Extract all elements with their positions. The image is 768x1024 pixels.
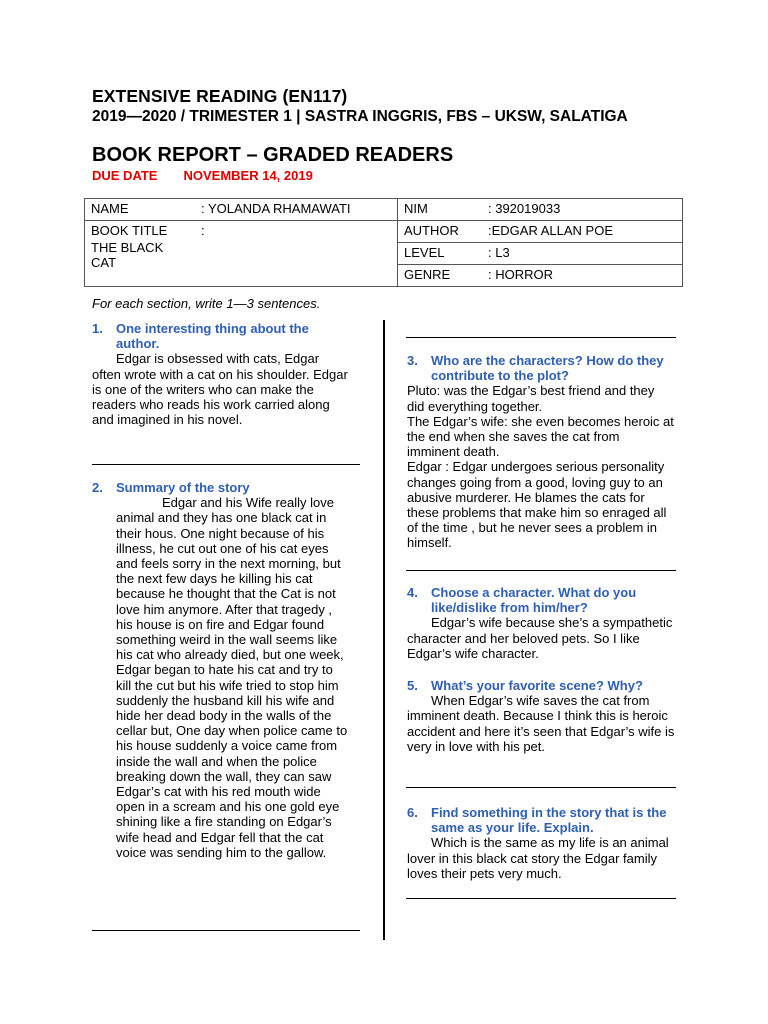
section-1-title: One interesting thing about the author. — [116, 321, 309, 352]
section-1 — [92, 321, 348, 427]
section-4-number: 4. — [407, 585, 418, 600]
section-1-answer: Edgar is obsessed with cats, Edgar often wrote with a cat on his shoulder. Edgar is one of the writers who can make the readers who reads his work carried along and imagined in his novel. — [92, 351, 348, 428]
genre-label: GENRE — [398, 265, 483, 287]
student-info-table — [84, 198, 683, 287]
section-3-answer-wife: The Edgar’s wife: she even becomes heroic at the end when she saves the cat from imminent death. — [407, 413, 674, 460]
section-3 — [407, 353, 675, 551]
genre-value: : HORROR — [482, 265, 683, 287]
section-1-number: 1. — [92, 321, 103, 336]
section-5-answer: When Edgar’s wife saves the cat from imminent death. Because I think this is heroic accident and here it’s seen that Edgar’s wife is very in love with his pet. — [407, 693, 675, 754]
section-2-answer: Edgar and his Wife really love animal and they has one black cat in their hous. One night because of his illness, he cut out one of his cat eyes and feels sorry in the next morning, but the next few days he killing his cat because he thought that the Cat is not love him anymore. After that tragedy , his house is on fire and Edgar found something weird in the wall seems like his cat who already died, but one week, Edgar began to hate his cat and try to kill the cut but his wife tried to stop him suddenly the husband kill his wife and hide her dead body in the walls of the cellar but, One day when police came to his house suddenly a voice came from inside the wall and when the police breaking down the wall, they can saw Edgar’s cat with his red mouth wide open in a scream and his one gold eye shining like a fire standing on Edgar’s wife head and Edgar fell that the cat voice was sending him to the gallow. — [116, 495, 348, 860]
section-3-answer-pluto: Pluto: was the Edgar’s best friend and they did everything together. — [407, 383, 655, 414]
section-2-title: Summary of the story — [116, 480, 250, 495]
due-date-label: DUE DATE — [92, 168, 158, 183]
term-line: 2019—2020 / TRIMESTER 1 | SASTRA INGGRIS, FBS – UKSW, SALATIGA — [92, 108, 628, 125]
section-3-answer-edgar: Edgar : Edgar undergoes serious personality changes going from a good, loving guy to an abusive murderer. He blames the cats for these problems that make him so enraged all of the time , but he never sees a problem in himself. — [407, 459, 667, 551]
section-6-title: Find something in the story that is the same as your life. Explain. — [431, 805, 667, 836]
course-title: EXTENSIVE READING (EN117) — [92, 86, 348, 106]
section-5-number: 5. — [407, 678, 418, 693]
section-6-answer: Which is the same as my life is an animal lover in this black cat story the Edgar family loves their pets very much. — [407, 835, 669, 881]
book-title-label-cell — [85, 221, 196, 287]
book-title-label: BOOK TITLE — [91, 223, 168, 238]
table-row — [85, 221, 683, 243]
section-5-heading — [407, 678, 675, 693]
section-4 — [407, 585, 675, 661]
nim-value: : 392019033 — [482, 199, 683, 221]
book-title-colon-cell — [195, 221, 398, 287]
book-title-colon: : — [201, 223, 205, 238]
nim-label: NIM — [398, 199, 483, 221]
section-6-number: 6. — [407, 805, 418, 820]
book-title-value: THE BLACK CAT — [91, 240, 164, 270]
due-date-value: NOVEMBER 14, 2019 — [183, 168, 313, 183]
section-4-title: Choose a character. What do you like/dislike from him/her? — [431, 585, 637, 616]
author-value: :EDGAR ALLAN POE — [482, 221, 683, 243]
section-5 — [407, 678, 675, 754]
section-3-heading — [407, 353, 675, 383]
section-2-number: 2. — [92, 480, 103, 495]
table-row — [85, 199, 683, 221]
answer-rule — [92, 930, 360, 931]
report-title: BOOK REPORT – GRADED READERS — [92, 144, 454, 166]
section-5-title: What’s your favorite scene? Why? — [431, 678, 643, 693]
name-label: NAME — [85, 199, 196, 221]
author-label: AUTHOR — [398, 221, 483, 243]
answer-rule — [406, 570, 676, 571]
column-divider — [383, 320, 385, 940]
section-4-answer: Edgar’s wife because she’s a sympathetic character and her beloved pets. So I like Edgar’s wife character. — [407, 615, 673, 661]
section-4-heading — [407, 585, 675, 615]
section-3-number: 3. — [407, 353, 418, 368]
answer-rule — [92, 464, 360, 465]
instructions: For each section, write 1—3 sentences. — [92, 296, 321, 311]
name-value: : YOLANDA RHAMAWATI — [195, 199, 398, 221]
due-date-line — [92, 168, 313, 183]
section-6 — [407, 805, 675, 881]
section-3-title: Who are the characters? How do they contribute to the plot? — [431, 353, 664, 384]
answer-rule — [406, 898, 676, 899]
section-6-heading — [407, 805, 675, 835]
section-1-heading — [92, 321, 348, 351]
section-2-heading — [92, 480, 350, 495]
section-2 — [92, 480, 350, 860]
level-label: LEVEL — [398, 243, 483, 265]
level-value: : L3 — [482, 243, 683, 265]
answer-rule — [406, 337, 676, 338]
answer-rule — [406, 787, 676, 788]
